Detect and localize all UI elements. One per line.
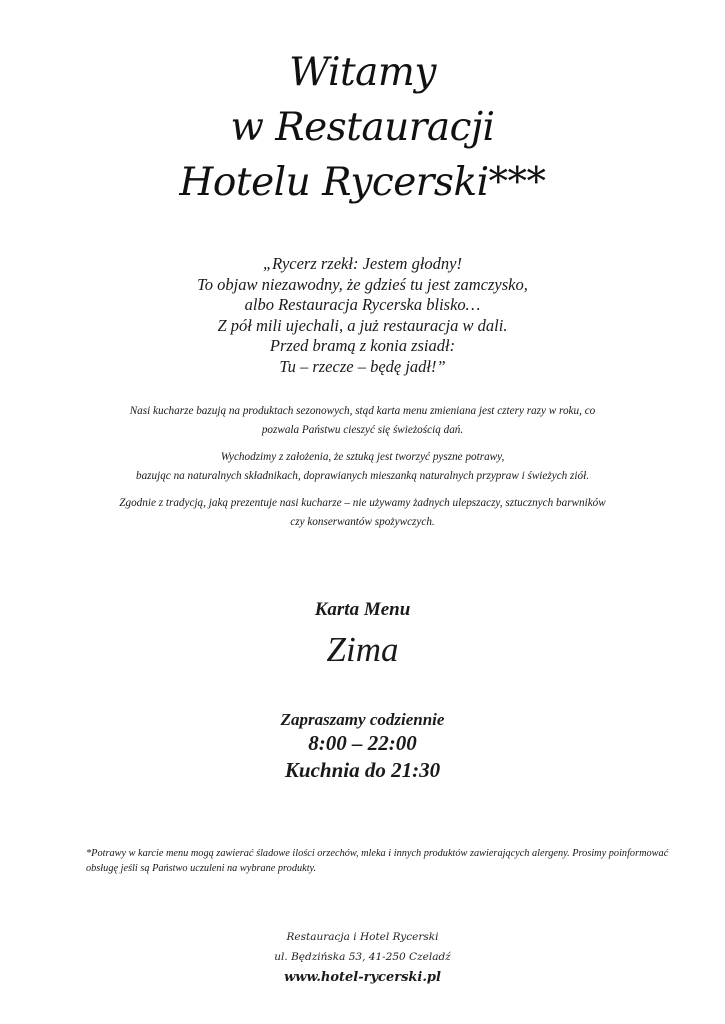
intro-line: Zgodnie z tradycją, jaką prezentuje nasi kucharze – nie używamy żadnych ulepszaczy, sztucznych barwników [119,497,606,509]
title-line-2: w Restauracji [230,105,495,150]
intro-section [0,402,725,532]
intro-line: Nasi kucharze bazują na produktach sezonowych, stąd karta menu zmieniana jest cztery razy w roku, co [129,405,596,417]
opening-hours: 8:00 – 22:00 [308,731,417,755]
kitchen-hours: Kuchnia do 21:30 [284,758,441,782]
footer-name: Restauracja i Hotel Rycerski [286,931,439,943]
menu-season: Zima [326,630,399,669]
poem-line: „Rycerz rzekł: Jestem głodny! [262,254,462,273]
poem-line: To objaw niezawodny, że gdzieś tu jest zamczysko, [197,274,528,294]
intro-paragraph-tradition [0,494,725,532]
website-link[interactable]: www.hotel-rycerski.pl [284,970,441,985]
poem-line: Z pół mili ujechali, a już restauracja w dali. [217,315,508,335]
intro-line: bazując na naturalnych składnikach, doprawianych mieszanką naturalnych przypraw i świeżych ziół. [135,470,590,482]
intro-line: Wychodzimy z założenia, że sztuką jest tworzyć pyszne potrawy, [220,451,505,463]
allergen-note: *Potrawy w karcie menu mogą zawierać śladowe ilości orzechów, mleka i innych produktów zawierających alergeny. Prosimy poinformować obsługę jeśli są Państwo uczuleni na wybrane produkty. [86,848,669,874]
welcome-title [0,45,725,210]
intro-paragraph-seasonal [0,402,725,440]
footer-address: ul. Będzińska 53, 41-250 Czeladź [274,951,451,963]
intro-paragraph-natural [0,448,725,486]
intro-line: pozwala Państwu cieszyć się świeżością dań. [261,424,464,436]
poem-line: albo Restauracja Rycerska blisko… [244,295,481,314]
title-line-3: Hotelu Rycerski*** [179,160,546,205]
poem-line: Tu – rzecze – będę jadł!” [279,356,446,376]
invite-text: Zapraszamy codziennie [280,710,445,729]
menu-label: Karta Menu [314,599,411,620]
poem-line: Przed bramą z konia zsiadł: [269,336,456,355]
intro-line: czy konserwantów spożywczych. [290,516,435,528]
knight-poem [0,254,725,377]
footer [0,927,725,989]
title-line-1: Witamy [289,50,436,95]
